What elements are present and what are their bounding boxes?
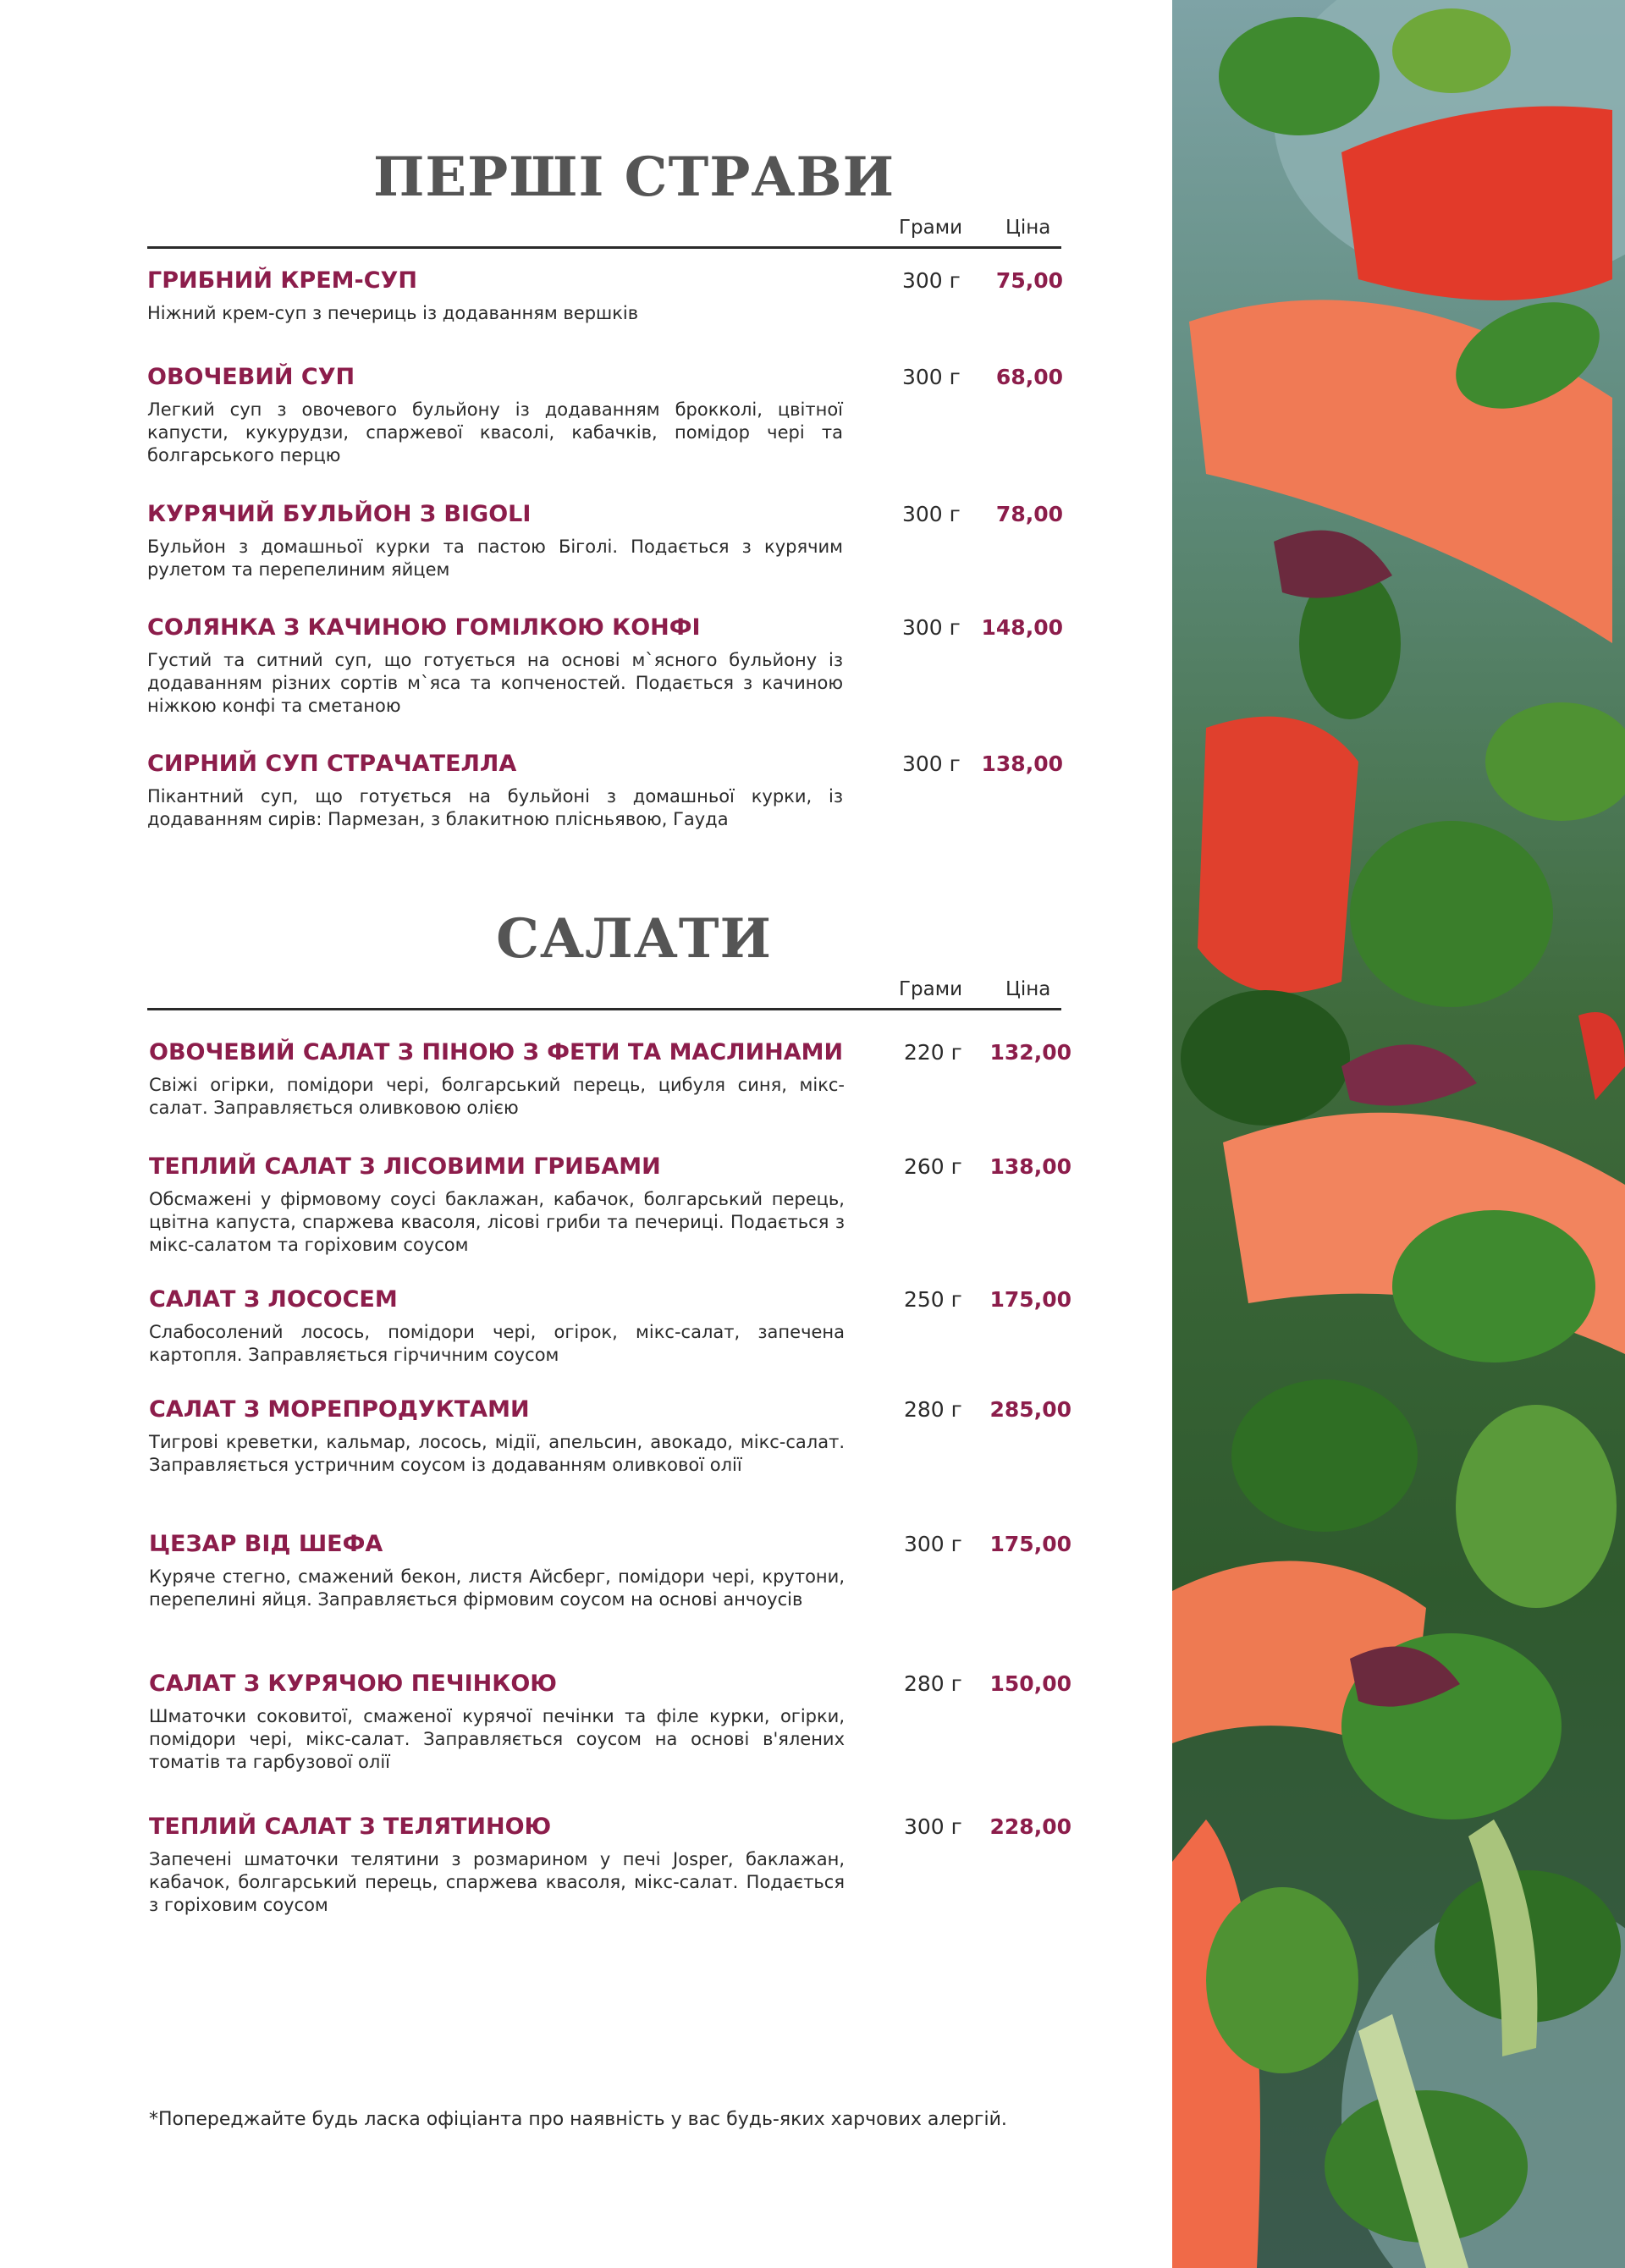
item-price: 138,00 (981, 751, 1063, 776)
price-header: Ціна (1005, 978, 1051, 1000)
item-name: ЦЕЗАР ВІД ШЕФА (149, 1531, 383, 1557)
item-grams: 220 г (904, 1040, 962, 1065)
item-description: Слабосолений лосось, помідори чері, огірок, мікс-салат, запечена картопля. Заправляється гірчичним соусом (149, 1322, 845, 1365)
item-name: СОЛЯНКА З КАЧИНОЮ ГОМІЛКОЮ КОНФІ (147, 614, 701, 641)
item-name: СИРНИЙ СУП СТРАЧАТЕЛЛА (147, 751, 517, 777)
item-description: Ніжний крем-суп з печериць із додаванням вершків (147, 303, 639, 323)
item-price: 228,00 (989, 1814, 1071, 1839)
item-price: 78,00 (995, 502, 1063, 526)
item-grams: 300 г (904, 1532, 962, 1556)
item-price: 285,00 (989, 1397, 1071, 1422)
item-grams: 300 г (902, 615, 961, 640)
menu-item (147, 614, 1063, 718)
item-description: Запечені шматочки телятини з розмарином у печі Josper, баклажан, кабачок, болгарський перець, спаржева квасоля, мікс-салат. Подається з горіховим соусом (149, 1849, 845, 1915)
salad-illustration (1172, 0, 1625, 2268)
menu-item (147, 363, 1063, 467)
salad-photo-icon (1172, 0, 1625, 2268)
item-grams: 300 г (904, 1814, 962, 1839)
column-header (147, 977, 1061, 1010)
menu-item (147, 500, 1063, 581)
item-name: САЛАТ З КУРЯЧОЮ ПЕЧІНКОЮ (149, 1671, 557, 1697)
section-title: САЛАТИ (496, 907, 772, 971)
item-description: Куряче стегно, смажений бекон, листя Айсберг, помідори чері, крутони, перепелині яйця. Заправляється фірмовим соусом на основі анчоусів (149, 1566, 845, 1610)
item-grams: 260 г (904, 1154, 962, 1179)
grams-header: Грами (899, 217, 963, 239)
item-description: Тигрові креветки, кальмар, лосось, мідії, апельсин, авокадо, мікс-салат. Заправляється устричним соусом із додаванням оливкової олії (149, 1432, 845, 1475)
item-price: 68,00 (995, 365, 1063, 389)
item-price: 148,00 (981, 615, 1063, 640)
price-header: Ціна (1005, 217, 1051, 239)
item-name: ТЕПЛИЙ САЛАТ З ЛІСОВИМИ ГРИБАМИ (149, 1153, 661, 1180)
item-price: 75,00 (995, 268, 1063, 293)
item-description: Обсмажені у фірмовому соусі баклажан, кабачок, болгарський перець, цвітна капуста, спаржева квасоля, лісові гриби та печериці. Подається з мікс-салатом та горіховим соусом (149, 1189, 845, 1255)
item-grams: 300 г (902, 751, 961, 776)
item-price: 138,00 (989, 1154, 1071, 1179)
section-salads (147, 907, 1061, 1010)
section-first-courses (147, 146, 1061, 249)
item-description: Пікантний суп, що готується на бульйоні з домашньої курки, із додаванням сирів: Пармезан, з блакитною плісньявою, Гауда (147, 786, 843, 829)
item-name: ОВОЧЕВИЙ САЛАТ З ПІНОЮ З ФЕТИ ТА МАСЛИНАМИ (149, 1039, 844, 1065)
item-grams: 300 г (902, 268, 961, 293)
menu-item (149, 1395, 1071, 1477)
menu-item (149, 1285, 1071, 1367)
item-name: ГРИБНИЙ КРЕМ-СУП (147, 267, 417, 294)
item-price: 175,00 (989, 1532, 1071, 1556)
item-description: Бульйон з домашньої курки та пастою Біголі. Подається з курячим рулетом та перепелиним яйцем (147, 537, 843, 580)
item-name: САЛАТ З МОРЕПРОДУКТАМИ (149, 1396, 530, 1423)
section-title: ПЕРШІ СТРАВИ (372, 146, 895, 209)
item-grams: 300 г (902, 502, 961, 526)
grams-header: Грами (899, 978, 963, 1000)
item-name: ОВОЧЕВИЙ СУП (147, 364, 355, 390)
item-name: САЛАТ З ЛОСОСЕМ (149, 1286, 398, 1313)
item-price: 175,00 (989, 1287, 1071, 1312)
item-grams: 300 г (902, 365, 961, 389)
menu-item (149, 1153, 1071, 1257)
item-name: КУРЯЧИЙ БУЛЬЙОН З BIGOLI (147, 501, 532, 527)
item-price: 132,00 (989, 1040, 1071, 1065)
menu-item (149, 1530, 1071, 1611)
menu-item (149, 1813, 1071, 1917)
item-name: ТЕПЛИЙ САЛАТ З ТЕЛЯТИНОЮ (149, 1814, 552, 1840)
menu-item (149, 1670, 1071, 1774)
item-grams: 250 г (904, 1287, 962, 1312)
column-header (147, 215, 1061, 249)
menu-item (147, 750, 1063, 831)
menu-item (149, 1038, 1071, 1120)
item-description: Легкий суп з овочевого бульйону із додаванням брокколі, цвітної капусти, кукурудзи, спаржевої квасолі, кабачків, помідор чері та болгарського перцю (147, 399, 843, 465)
item-description: Свіжі огірки, помідори чері, болгарський перець, цибуля синя, мікс-салат. Заправляється оливковою олією (149, 1075, 845, 1118)
item-description: Шматочки соковитої, смаженої курячої печінки та філе курки, огірки, помідори чері, мікс-салат. Заправляється соусом на основі в'ялених томатів та гарбузової олії (149, 1706, 845, 1772)
item-grams: 280 г (904, 1397, 962, 1422)
allergy-footnote: *Попереджайте будь ласка офіціанта про наявність у вас будь-яких харчових алергій. (149, 2109, 1007, 2130)
item-price: 150,00 (989, 1671, 1071, 1696)
menu-item (147, 267, 1063, 325)
item-grams: 280 г (904, 1671, 962, 1696)
item-description: Густий та ситний суп, що готується на основі м`ясного бульйону із додаванням різних сортів м`яса та копченостей. Подається з качиною ніжкою конфі та сметаною (147, 650, 843, 716)
